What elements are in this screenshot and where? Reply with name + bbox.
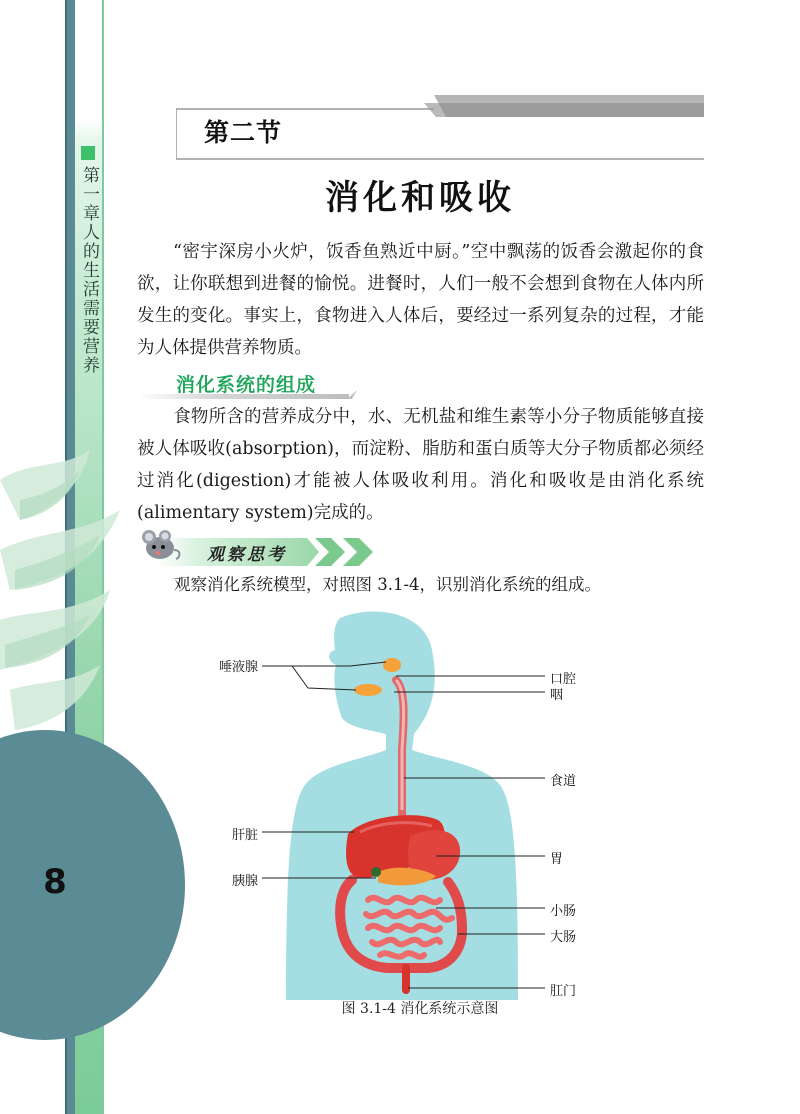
observe-instruction: 观察消化系统模型，对照图 3.1-4，识别消化系统的组成。 bbox=[174, 575, 602, 594]
section-label: 第二节 bbox=[204, 118, 283, 147]
gallbladder bbox=[371, 867, 381, 877]
page-number-disc bbox=[0, 730, 185, 1040]
label-mouth: 口腔 bbox=[550, 672, 577, 687]
subsection-paragraph-text: 食物所含的营养成分中，水、无机盐和维生素等小分子物质能够直接被人体吸收(absorption)，而淀粉、脂肪和蛋白质等大分子物质都必须经过消化(digestion)才能被人体吸收利用。消化和吸收是由消化系统(alimentary system)完成的。 bbox=[137, 407, 704, 523]
label-salivary-gland: 唾液腺 bbox=[218, 660, 258, 675]
intro-paragraph-text: “密宇深房小火炉，饭香鱼熟近中厨。”空中飘荡的饭香会激起你的食欲，让你联想到进餐的愉悦。进餐时，人们一般不会想到食物在人体内所发生的变化。事实上，食物进入人体后，要经过一系列复杂的过程，才能为人体提供营养物质。 bbox=[137, 242, 704, 358]
subsection-paragraph bbox=[137, 401, 704, 529]
chapter-tab-topic: 人的生活需要营养 bbox=[79, 223, 99, 375]
label-pancreas: 胰腺 bbox=[231, 874, 258, 889]
page-number: 8 bbox=[43, 862, 67, 902]
label-small-intestine: 小肠 bbox=[550, 904, 577, 919]
leaf-decoration bbox=[0, 440, 130, 770]
mouse-mascot-icon bbox=[138, 528, 182, 562]
salivary-gland-upper bbox=[383, 658, 401, 672]
observe-label: 观察思考 bbox=[207, 545, 287, 565]
label-stomach: 胃 bbox=[550, 852, 564, 867]
figure-caption: 图 3.1-4 消化系统示意图 bbox=[341, 1001, 499, 1017]
intro-paragraph bbox=[137, 236, 704, 364]
label-anus: 肛门 bbox=[550, 984, 577, 999]
salivary-gland-lower bbox=[354, 684, 382, 696]
subsection-heading: 消化系统的组成 bbox=[176, 374, 317, 396]
label-pharynx: 咽 bbox=[550, 688, 564, 703]
label-esophagus: 食道 bbox=[550, 774, 577, 789]
double-chevron-icon bbox=[315, 538, 373, 566]
page-title: 消化和吸收 bbox=[325, 178, 515, 218]
label-large-intestine: 大肠 bbox=[550, 930, 577, 945]
label-liver: 肝脏 bbox=[231, 828, 258, 843]
chapter-tab-chapter: 第一章 bbox=[79, 166, 99, 223]
chapter-marker-square bbox=[81, 146, 95, 160]
